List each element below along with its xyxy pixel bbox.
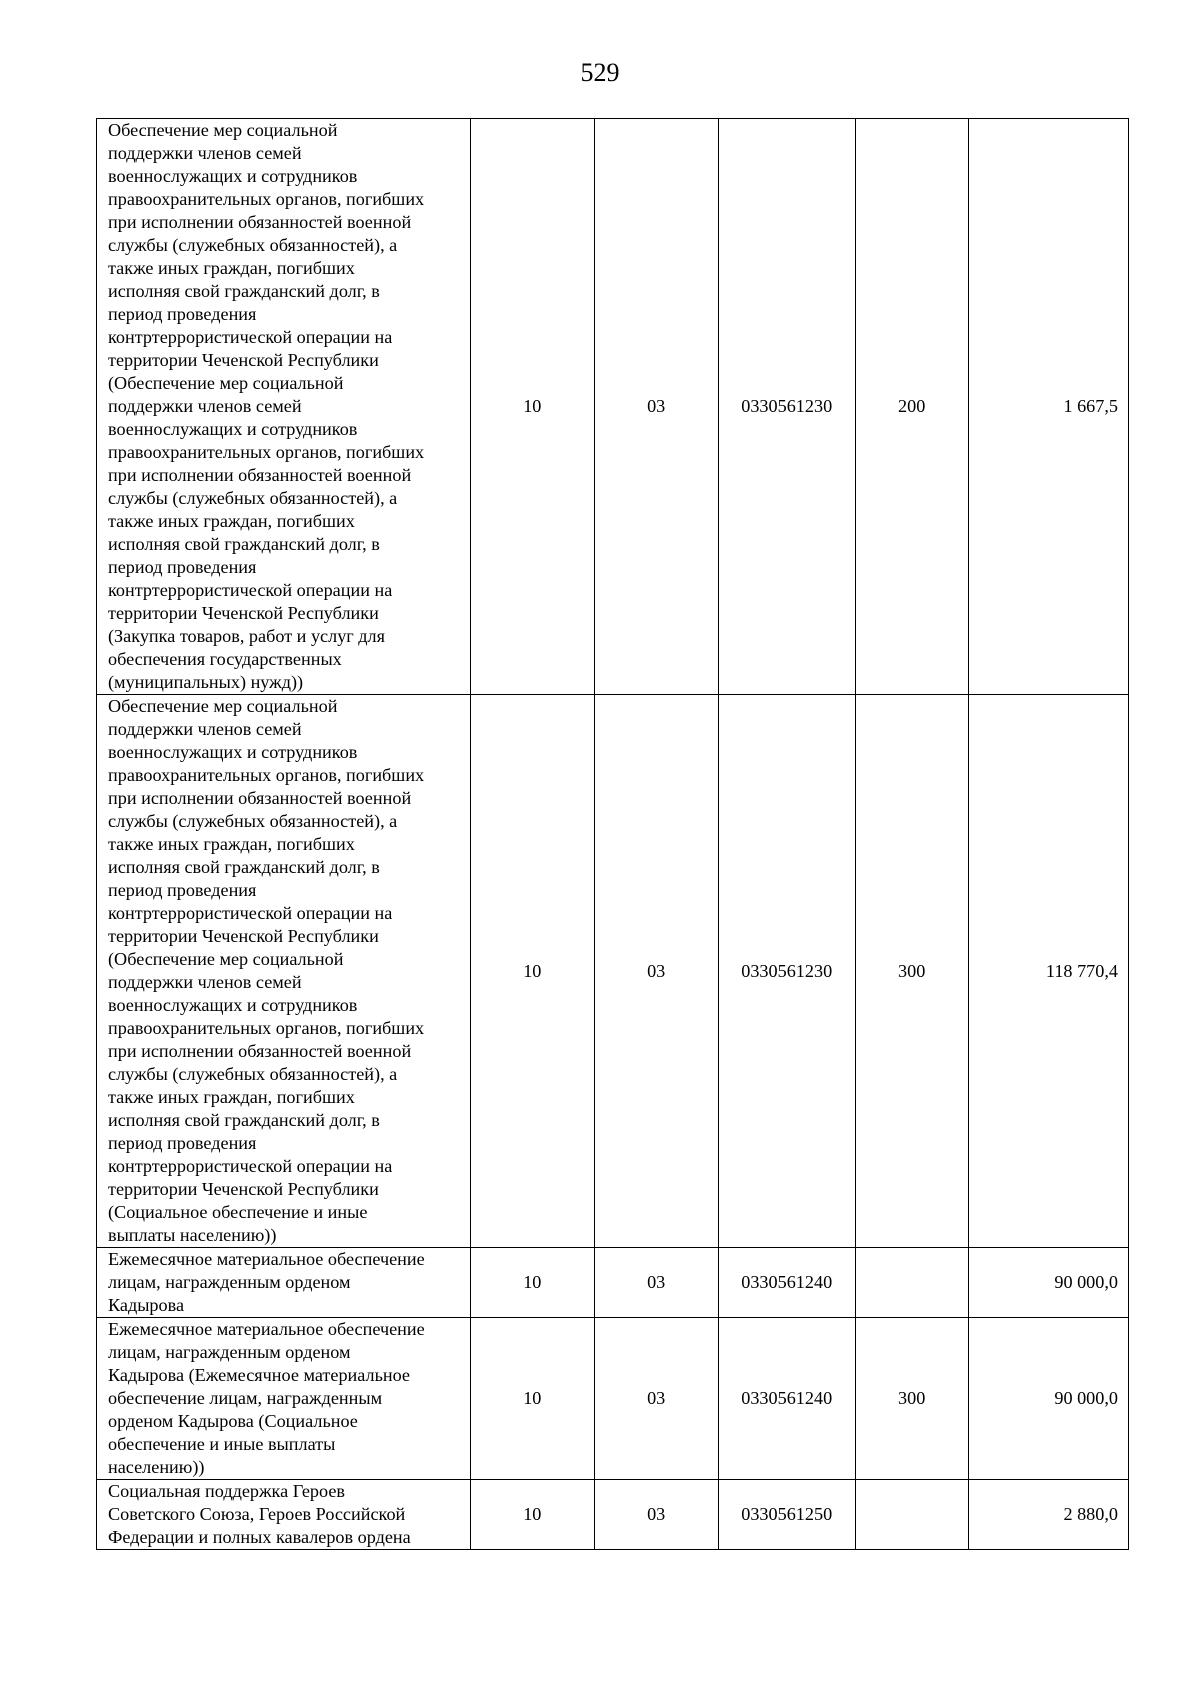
section-cell: 10 [470,1480,594,1550]
expense-name-cell: Социальная поддержка Героев Советского Союза, Героев Российской Федерации и полных кавалеров ордена [97,1480,471,1550]
table-row [97,1248,1129,1318]
subsection-cell: 03 [594,1318,718,1480]
amount-cell: 1 667,5 [968,119,1128,695]
expense-name-cell: Ежемесячное материальное обеспечение лицам, награжденным орденом Кадырова [97,1248,471,1318]
expense-type-cell: 300 [855,695,968,1248]
section-cell: 10 [470,119,594,695]
amount-cell: 90 000,0 [968,1318,1128,1480]
table-row [97,1318,1129,1480]
target-item-cell: 0330561230 [718,695,855,1248]
amount-cell: 118 770,4 [968,695,1128,1248]
table-row [97,119,1129,695]
table-row [97,1480,1129,1550]
expense-name-cell: Обеспечение мер социальной поддержки членов семей военнослужащих и сотрудников правоохранительных органов, погибших при исполнении обязанностей военной службы (служебных обязанностей), а также иных граждан, погибших исполняя свой гражданский долг, в период проведения контртеррористической операции на территории Чеченской Республики (Обеспечение мер социальной поддержки членов семей военнослужащих и сотрудников правоохранительных органов, погибших при исполнении обязанностей военной службы (служебных обязанностей), а также иных граждан, погибших исполняя свой гражданский долг, в период проведения контртеррористической операции на территории Чеченской Республики (Социальное обеспечение и иные выплаты населению)) [97,695,471,1248]
budget-table [96,118,1129,1550]
section-cell: 10 [470,1318,594,1480]
amount-cell: 2 880,0 [968,1480,1128,1550]
target-item-cell: 0330561240 [718,1318,855,1480]
expense-type-cell [855,1248,968,1318]
expense-type-cell: 200 [855,119,968,695]
target-item-cell: 0330561250 [718,1480,855,1550]
expense-name-cell: Обеспечение мер социальной поддержки членов семей военнослужащих и сотрудников правоохранительных органов, погибших при исполнении обязанностей военной службы (служебных обязанностей), а также иных граждан, погибших исполняя свой гражданский долг, в период проведения контртеррористической операции на территории Чеченской Республики (Обеспечение мер социальной поддержки членов семей военнослужащих и сотрудников правоохранительных органов, погибших при исполнении обязанностей военной службы (служебных обязанностей), а также иных граждан, погибших исполняя свой гражданский долг, в период проведения контртеррористической операции на территории Чеченской Республики (Закупка товаров, работ и услуг для обеспечения государственных (муниципальных) нужд)) [97,119,471,695]
expense-name-cell: Ежемесячное материальное обеспечение лицам, награжденным орденом Кадырова (Ежемесячное материальное обеспечение лицам, награжденным орденом Кадырова (Социальное обеспечение и иные выплаты населению)) [97,1318,471,1480]
table-row [97,695,1129,1248]
section-cell: 10 [470,1248,594,1318]
subsection-cell: 03 [594,695,718,1248]
expense-type-cell [855,1480,968,1550]
subsection-cell: 03 [594,1480,718,1550]
target-item-cell: 0330561240 [718,1248,855,1318]
section-cell: 10 [470,695,594,1248]
amount-cell: 90 000,0 [968,1248,1128,1318]
target-item-cell: 0330561230 [718,119,855,695]
subsection-cell: 03 [594,1248,718,1318]
subsection-cell: 03 [594,119,718,695]
expense-type-cell: 300 [855,1318,968,1480]
page-number: 529 [580,58,620,87]
